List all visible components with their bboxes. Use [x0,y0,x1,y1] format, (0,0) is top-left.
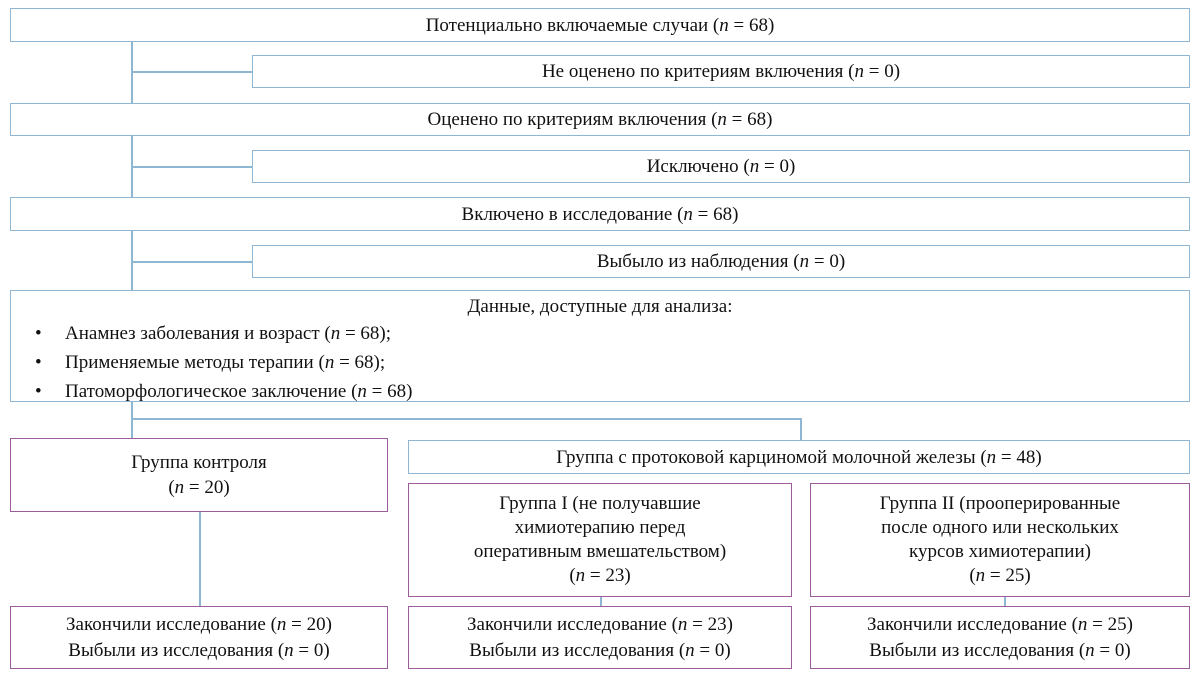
finish-group-2-finished: Закончили исследование (n = 25) [867,613,1133,635]
finish-control-dropped: Выбыли из исследования (n = 0) [68,639,330,661]
group-1-line: оперативным вмешательством) [473,541,727,562]
connector-control-to-finish [199,511,201,606]
potential-cases-text: Потенциально включаемые случаи (n = 68) [425,14,775,36]
group-1-line: химиотерапию перед [514,517,686,538]
finish-group-2-dropped: Выбыли из исследования (n = 0) [869,639,1131,661]
group-2-line: после одного или нескольких [881,517,1119,538]
connector-to-ductal [800,418,802,440]
included-box [10,197,1190,231]
control-group-count: (n = 20) [168,477,230,498]
excluded-text: Исключено (n = 0) [646,156,796,177]
analysis-item: • Патоморфологическое заключение (n = 68) [25,377,412,406]
group-2-count: (n = 25) [969,565,1031,586]
control-group-title: Группа контроля [131,452,267,473]
finish-control-box [10,606,388,669]
connector-g1-to-finish [600,596,602,606]
assessed-text: Оценено по критериям включения (n = 68) [427,109,773,130]
connector-g2-to-finish [1004,596,1006,606]
group-1-box [408,483,792,597]
excluded-box [252,150,1190,183]
control-group-box [10,438,388,512]
group-1-count: (n = 23) [569,565,631,586]
connector-branch-2 [131,166,253,168]
included-text: Включено в исследование (n = 68) [461,203,739,225]
connector-split-horizontal [131,418,801,420]
connector-branch-1 [131,71,253,73]
group-1-line: Группа I (не получавшие [499,493,701,514]
assessed-box [10,103,1190,136]
ductal-carcinoma-text: Группа с протоковой карциномой молочной железы (n = 48) [556,446,1042,468]
dropped-observation-text: Выбыло из наблюдения (n = 0) [596,251,846,272]
group-2-line: курсов химиотерапии) [909,541,1091,562]
connector-branch-3 [131,261,253,263]
not-assessed-box [252,55,1190,88]
finish-group-1-finished: Закончили исследование (n = 23) [467,613,733,635]
analysis-list [25,319,412,406]
dropped-observation-box [252,245,1190,278]
analysis-item: • Применяемые методы терапии (n = 68); [25,348,412,377]
not-assessed-text: Не оценено по критериям включения (n = 0) [541,61,901,82]
finish-group-1-dropped: Выбыли из исследования (n = 0) [469,639,731,661]
group-2-line: Группа II (прооперированные [879,493,1121,514]
analysis-title: Данные, доступные для анализа: [467,296,733,317]
ductal-carcinoma-box [408,440,1190,474]
finish-control-finished: Закончили исследование (n = 20) [66,613,332,635]
analysis-item: • Анамнез заболевания и возраст (n = 68); [25,319,412,348]
group-2-box [810,483,1190,597]
connector-split-vertical [131,401,133,438]
analysis-data-box [10,290,1190,402]
finish-group-2-box [810,606,1190,669]
potential-cases-box [10,8,1190,42]
finish-group-1-box [408,606,792,669]
